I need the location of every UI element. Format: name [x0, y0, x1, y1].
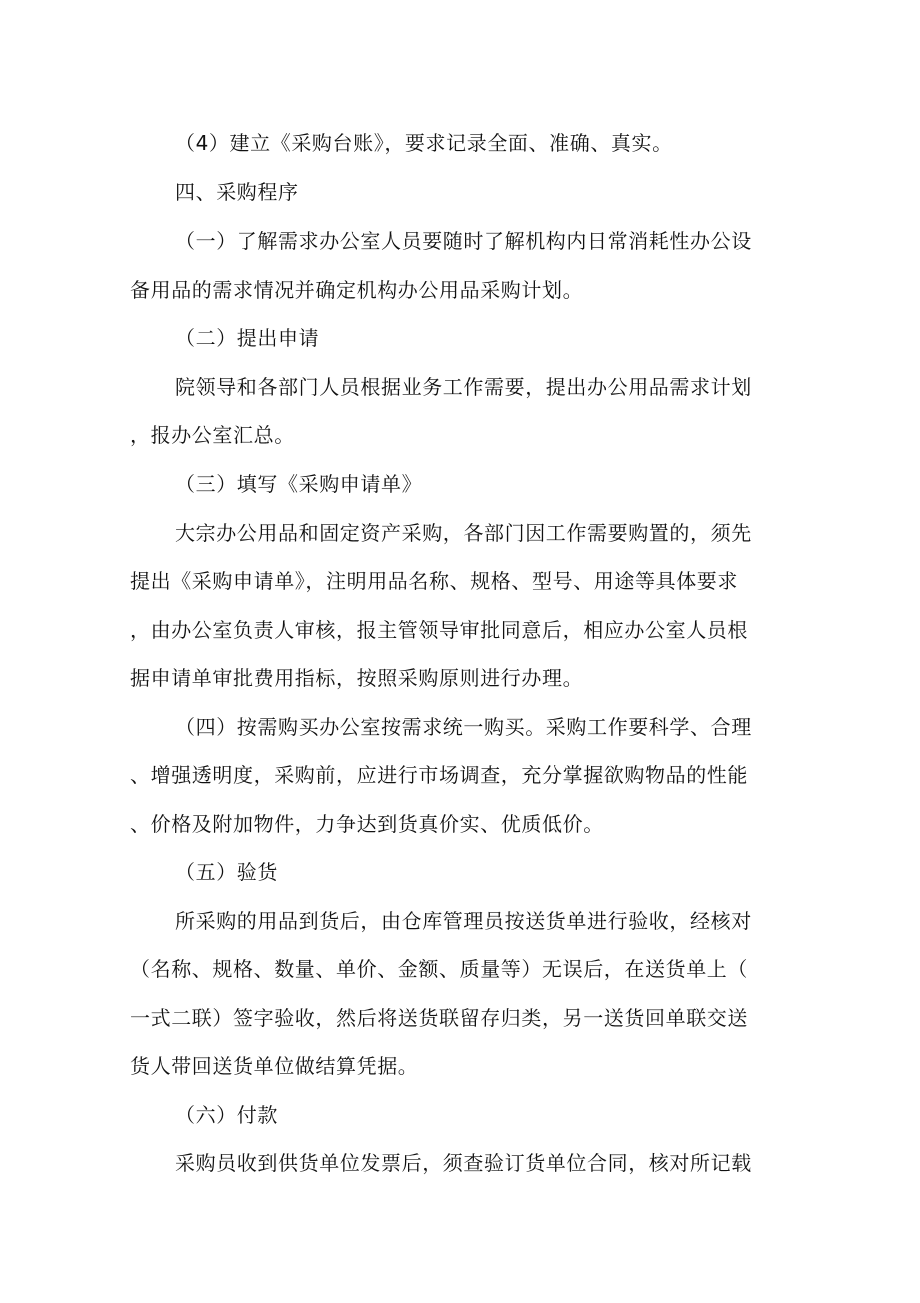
- paragraph-line-19: 一式二联）签字验收，然后将送货联留存归类，另一送货回单联交送: [130, 1006, 748, 1030]
- paragraph-line-10: 提出《采购申请单》，注明用品名称、规格、型号、用途等具体要求: [130, 569, 738, 593]
- paragraph-line-11: ，由办公室负责人审核，报主管领导审批同意后，相应办公室人员根: [130, 618, 748, 642]
- section-heading-procedure: 四、采购程序: [175, 180, 299, 204]
- paragraph-line-15: 、价格及附加物件，力争达到货真价实、优质低价。: [130, 812, 604, 836]
- paragraph-line-9: 大宗办公用品和固定资产采购，各部门因工作需要购置的，须先: [175, 521, 752, 545]
- paragraph-line-13: （四）按需购买办公室按需求统一购买。采购工作要科学、合理: [175, 715, 752, 739]
- paragraph-line-12: 据申请单审批费用指标，按照采购原则进行办理。: [130, 666, 584, 690]
- paragraph-line-20: 货人带回送货单位做结算凭据。: [130, 1054, 419, 1078]
- paragraph-line-1: （4）建立《采购台账》，要求记录全面、准确、真实。: [175, 131, 673, 155]
- paragraph-line-3: （一）了解需求办公室人员要随时了解机构内日常消耗性办公设: [175, 229, 752, 253]
- subheading-inspection: （五）验货: [175, 860, 278, 884]
- paragraph-line-14: 、增强透明度，采购前，应进行市场调查，充分掌握欲购物品的性能: [130, 763, 748, 787]
- paragraph-line-22: 采购员收到供货单位发票后，须查验订货单位合同，核对所记载: [175, 1151, 752, 1175]
- subheading-payment: （六）付款: [175, 1103, 278, 1127]
- paragraph-line-18: （名称、规格、数量、单价、金额、质量等）无误后，在送货单上（: [130, 957, 748, 981]
- subheading-fill-request-form: （三）填写《采购申请单》: [175, 472, 423, 496]
- paragraph-line-7: ，报办公室汇总。: [130, 423, 295, 447]
- paragraph-line-4: 备用品的需求情况并确定机构办公用品采购计划。: [130, 278, 584, 302]
- paragraph-line-6: 院领导和各部门人员根据业务工作需要，提出办公用品需求计划: [175, 375, 752, 399]
- paragraph-line-17: 所采购的用品到货后，由仓库管理员按送货单进行验收，经核对: [175, 909, 752, 933]
- subheading-submit-application: （二）提出申请: [175, 326, 320, 350]
